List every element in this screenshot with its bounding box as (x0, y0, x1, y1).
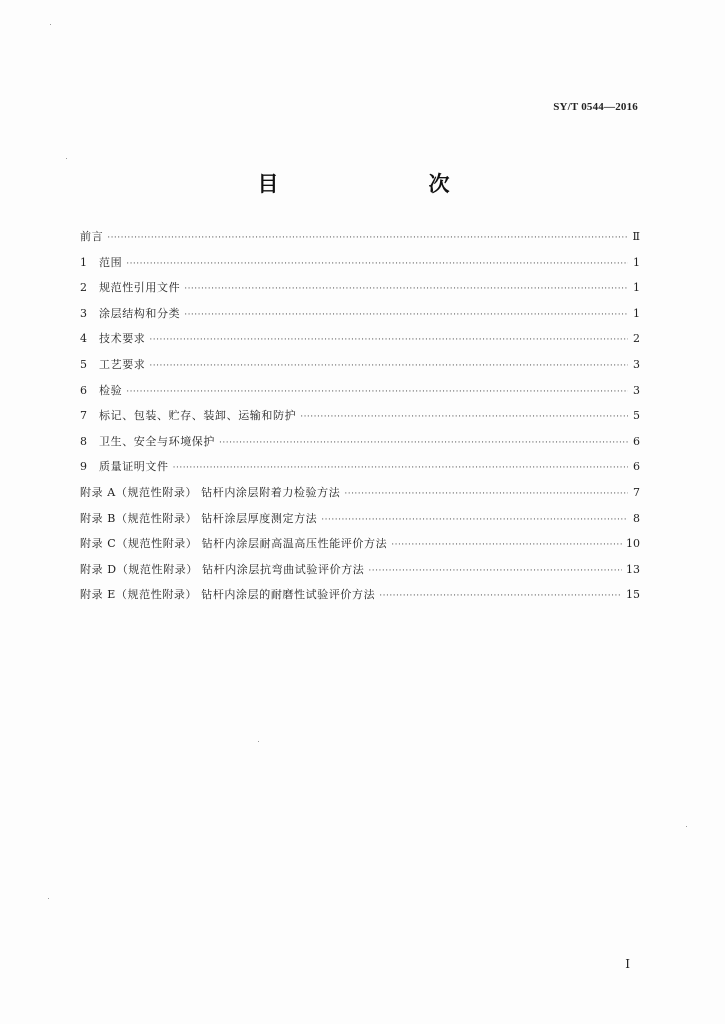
toc-leader-dots (126, 259, 628, 269)
toc-entry-text: 技术要求 (99, 332, 146, 346)
toc-entry-appendix-b[interactable] (80, 510, 640, 536)
toc-entry-8[interactable] (80, 433, 640, 459)
toc-entry-number: 2 (80, 281, 87, 295)
toc-entry-page: 10 (626, 537, 640, 551)
toc-leader-dots (126, 387, 628, 397)
toc-entry-text: 附录 C（规范性附录） 钻杆内涂层耐高温高压性能评价方法 (80, 537, 388, 551)
toc-entry-text: 前言 (80, 230, 104, 243)
toc-entry-page: 2 (633, 332, 640, 346)
toc-leader-dots (379, 591, 622, 601)
toc-leader-dots (173, 463, 628, 473)
toc-leader-dots (184, 284, 628, 294)
toc-entry-5[interactable] (80, 356, 640, 382)
toc-entry-page: 5 (633, 409, 640, 423)
toc-entry-text: 涂层结构和分类 (99, 306, 181, 320)
scan-speck (686, 826, 687, 827)
toc-leader-dots (149, 361, 628, 371)
toc-entry-text: 标记、包装、贮存、装卸、运输和防护 (99, 409, 297, 423)
toc-entry-page: 7 (633, 485, 640, 499)
toc-list (80, 228, 640, 612)
toc-entry-number: 4 (80, 332, 87, 346)
toc-entry-page: 6 (633, 460, 640, 474)
toc-entry-number: 8 (80, 434, 87, 448)
toc-entry-appendix-c[interactable] (80, 535, 640, 561)
toc-entry-6[interactable] (80, 382, 640, 408)
toc-entry-4[interactable] (80, 330, 640, 356)
toc-entry-page: 3 (633, 383, 640, 397)
toc-entry-7[interactable] (80, 407, 640, 433)
toc-entry-page: 1 (633, 281, 640, 295)
toc-entry-appendix-a[interactable] (80, 484, 640, 510)
toc-entry-3[interactable] (80, 305, 640, 331)
toc-leader-dots (219, 438, 628, 448)
toc-entry-9[interactable] (80, 458, 640, 484)
toc-entry-number: 6 (80, 383, 87, 397)
page-number: I (625, 957, 630, 971)
toc-entry-number: 9 (80, 460, 87, 474)
toc-leader-dots (391, 540, 622, 550)
toc-entry-page: 1 (633, 255, 640, 269)
toc-leader-dots (300, 412, 628, 422)
toc-leader-dots (184, 310, 628, 320)
toc-leader-dots (149, 335, 628, 345)
toc-entry-page: 15 (626, 588, 640, 602)
toc-entry-page: 8 (633, 511, 640, 525)
toc-entry-number: 7 (80, 409, 87, 423)
toc-entry-number: 1 (80, 255, 87, 269)
scan-speck (48, 898, 49, 899)
toc-entry-page: 3 (633, 357, 640, 371)
scan-speck (258, 741, 259, 742)
toc-entry-text: 卫生、安全与环境保护 (99, 434, 215, 448)
toc-entry-page: 6 (633, 434, 640, 448)
toc-entry-1[interactable] (80, 254, 640, 280)
toc-entry-text: 附录 D（规范性附录） 钻杆内涂层抗弯曲试验评价方法 (80, 562, 365, 576)
toc-entry-2[interactable] (80, 279, 640, 305)
toc-entry-page: Ⅱ (632, 230, 640, 243)
toc-entry-text: 质量证明文件 (99, 460, 169, 474)
scan-speck (50, 24, 51, 25)
toc-entry-text: 范围 (99, 255, 123, 269)
toc-entry-appendix-d[interactable] (80, 561, 640, 587)
toc-entry-number: 3 (80, 306, 87, 320)
toc-entry-text: 附录 A（规范性附录） 钻杆内涂层附着力检验方法 (80, 485, 341, 499)
toc-entry-page: 1 (633, 306, 640, 320)
toc-title: 目 次 (257, 172, 486, 196)
toc-leader-dots (107, 233, 628, 243)
toc-entry-text: 检验 (99, 383, 123, 397)
toc-leader-dots (321, 515, 628, 525)
toc-entry-page: 13 (626, 562, 640, 576)
toc-entry-text: 附录 E（规范性附录） 钻杆内涂层的耐磨性试验评价方法 (80, 588, 376, 602)
toc-leader-dots (368, 566, 622, 576)
toc-entry-number: 5 (80, 357, 87, 371)
toc-entry-text: 规范性引用文件 (99, 281, 181, 295)
toc-entry-text: 附录 B（规范性附录） 钻杆涂层厚度测定方法 (80, 511, 318, 525)
standard-code: SY/T 0544—2016 (553, 101, 638, 113)
toc-entry-text: 工艺要求 (99, 357, 146, 371)
toc-entry-appendix-e[interactable] (80, 586, 640, 612)
toc-entry-preface[interactable] (80, 228, 640, 254)
scan-speck (66, 158, 67, 159)
toc-leader-dots (344, 489, 628, 499)
